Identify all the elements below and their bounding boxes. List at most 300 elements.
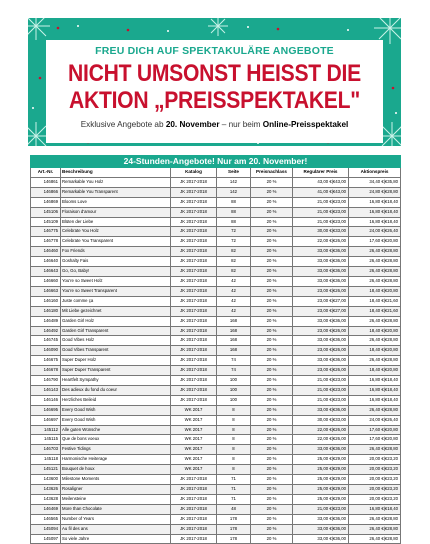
table-row xyxy=(31,306,401,316)
cell-catalog: WK 2017 xyxy=(171,445,217,455)
cell-art-nr: 146146 xyxy=(31,395,61,405)
cell-description: Bouquet de houx xyxy=(61,465,171,475)
table-row xyxy=(31,494,401,504)
header-regulaerer-preis: Regulärer Preis xyxy=(293,168,349,178)
cell-discount: 20 % xyxy=(251,514,293,524)
cell-regular-price: 22,00 €|€26,00 xyxy=(293,425,349,435)
cell-regular-price: 21,00 €|€23,00 xyxy=(293,385,349,395)
cell-art-nr: 145109 xyxy=(31,217,61,227)
cell-discount: 20 % xyxy=(251,415,293,425)
cell-page: 42 xyxy=(217,276,251,286)
cell-page: 100 xyxy=(217,395,251,405)
cell-sale-price: 26,40 €|€28,80 xyxy=(349,534,401,544)
cell-page: 168 xyxy=(217,336,251,346)
cell-discount: 20 % xyxy=(251,534,293,544)
cell-page: 74 xyxy=(217,356,251,366)
cell-discount: 20 % xyxy=(251,425,293,435)
cell-discount: 20 % xyxy=(251,435,293,445)
cell-description: Milestone Moments xyxy=(61,475,171,485)
cell-art-nr: 146697 xyxy=(31,415,61,425)
cell-description: Garden Girl Transparent xyxy=(61,326,171,336)
cell-page: 8 xyxy=(217,425,251,435)
cell-discount: 20 % xyxy=(251,395,293,405)
cell-sale-price: 26,40 €|€28,80 xyxy=(349,524,401,534)
cell-discount: 20 % xyxy=(251,247,293,257)
table-body xyxy=(31,177,401,544)
table-row xyxy=(31,395,401,405)
cell-catalog: JK 2017-2018 xyxy=(171,534,217,544)
cell-description: Blüten der Liebe xyxy=(61,217,171,227)
cell-page: 71 xyxy=(217,475,251,485)
cell-page: 8 xyxy=(217,415,251,425)
cell-description: Des adieux du fond du coeur xyxy=(61,385,171,395)
cell-catalog: WK 2017 xyxy=(171,455,217,465)
header-katalog: Katalog xyxy=(171,168,217,178)
cell-catalog: JK 2017-2018 xyxy=(171,207,217,217)
cell-discount: 20 % xyxy=(251,504,293,514)
cell-art-nr: 146703 xyxy=(31,445,61,455)
cell-discount: 20 % xyxy=(251,267,293,277)
cell-regular-price: 21,00 €|€23,00 xyxy=(293,217,349,227)
cell-discount: 20 % xyxy=(251,276,293,286)
cell-catalog: JK 2017-2018 xyxy=(171,197,217,207)
cell-catalog: JK 2017-2018 xyxy=(171,485,217,495)
cell-catalog: JK 2017-2018 xyxy=(171,187,217,197)
cell-description: Super Duper Transparent xyxy=(61,366,171,376)
cell-catalog: JK 2017-2018 xyxy=(171,247,217,257)
cell-sale-price: 26,40 €|€28,80 xyxy=(349,247,401,257)
cell-regular-price: 33,00 €|€36,00 xyxy=(293,257,349,267)
cell-sale-price: 20,00 €|€23,20 xyxy=(349,485,401,495)
cell-sale-price: 16,80 €|€18,40 xyxy=(349,217,401,227)
cell-catalog: JK 2017-2018 xyxy=(171,286,217,296)
cell-sale-price: 17,60 €|€20,80 xyxy=(349,237,401,247)
table-row xyxy=(31,455,401,465)
cell-art-nr: 146565 xyxy=(31,514,61,524)
cell-art-nr: 145106 xyxy=(31,207,61,217)
cell-sale-price: 18,40 €|€20,80 xyxy=(349,326,401,336)
cell-discount: 20 % xyxy=(251,217,293,227)
cell-description: Garden Girl Holz xyxy=(61,316,171,326)
cell-regular-price: 33,00 €|€36,00 xyxy=(293,247,349,257)
table-row xyxy=(31,504,401,514)
cell-description: Good Vibes Holz xyxy=(61,336,171,346)
cell-regular-price: 33,00 €|€36,00 xyxy=(293,524,349,534)
cell-catalog: JK 2017-2018 xyxy=(171,227,217,237)
cell-discount: 20 % xyxy=(251,336,293,346)
cell-discount: 20 % xyxy=(251,405,293,415)
cell-sale-price: 26,40 €|€28,80 xyxy=(349,514,401,524)
table-row xyxy=(31,217,401,227)
cell-art-nr: 146469 xyxy=(31,504,61,514)
cell-catalog: WK 2017 xyxy=(171,425,217,435)
cell-description: Good Vibes Transparent xyxy=(61,346,171,356)
cell-discount: 20 % xyxy=(251,227,293,237)
cell-catalog: JK 2017-2018 xyxy=(171,494,217,504)
table-row xyxy=(31,197,401,207)
cell-catalog: WK 2017 xyxy=(171,405,217,415)
cell-discount: 20 % xyxy=(251,385,293,395)
cell-catalog: WK 2017 xyxy=(171,435,217,445)
banner-headline-1: NICHT UMSONST HEISST DIE xyxy=(68,60,361,87)
cell-description: Alle guten Wünsche xyxy=(61,425,171,435)
cell-art-nr: 143628 xyxy=(31,494,61,504)
cell-page: 42 xyxy=(217,296,251,306)
cell-page: 88 xyxy=(217,207,251,217)
cell-sale-price: 20,00 €|€23,20 xyxy=(349,475,401,485)
cell-description: Every Good Wish xyxy=(61,405,171,415)
header-beschreibung: Beschreibung xyxy=(61,168,171,178)
sub-shop: Online-Preisspektakel xyxy=(262,120,349,129)
cell-description: Juste comme ça xyxy=(61,296,171,306)
cell-page: 178 xyxy=(217,524,251,534)
table-row xyxy=(31,425,401,435)
cell-discount: 20 % xyxy=(251,316,293,326)
cell-catalog: JK 2017-2018 xyxy=(171,356,217,366)
cell-art-nr: 146745 xyxy=(31,336,61,346)
cell-catalog: JK 2017-2018 xyxy=(171,267,217,277)
table-row xyxy=(31,326,401,336)
cell-catalog: JK 2017-2018 xyxy=(171,336,217,346)
cell-regular-price: 33,00 €|€36,00 xyxy=(293,276,349,286)
cell-regular-price: 43,00 €|€43,00 xyxy=(293,177,349,187)
cell-sale-price: 16,80 €|€18,40 xyxy=(349,376,401,386)
cell-sale-price: 18,40 €|€20,80 xyxy=(349,346,401,356)
cell-page: 82 xyxy=(217,257,251,267)
cell-regular-price: 33,00 €|€36,00 xyxy=(293,405,349,415)
cell-discount: 20 % xyxy=(251,326,293,336)
cell-regular-price: 33,00 €|€36,00 xyxy=(293,514,349,524)
cell-art-nr: 146660 xyxy=(31,276,61,286)
sub-pre: Exklusive Angebote ab xyxy=(80,120,166,129)
cell-art-nr: 146775 xyxy=(31,227,61,237)
cell-description: More than Chocolate xyxy=(61,504,171,514)
cell-art-nr: 146489 xyxy=(31,316,61,326)
cell-catalog: JK 2017-2018 xyxy=(171,475,217,485)
table-row xyxy=(31,237,401,247)
cell-page: 42 xyxy=(217,306,251,316)
cell-art-nr: 146160 xyxy=(31,296,61,306)
table-row xyxy=(31,316,401,326)
cell-page: 168 xyxy=(217,346,251,356)
table-row xyxy=(31,514,401,524)
cell-discount: 20 % xyxy=(251,524,293,534)
table-row xyxy=(31,207,401,217)
cell-description: Fox Friends xyxy=(61,247,171,257)
cell-regular-price: 23,00 €|€26,00 xyxy=(293,286,349,296)
cell-page: 168 xyxy=(217,326,251,336)
cell-art-nr: 146492 xyxy=(31,326,61,336)
cell-page: 142 xyxy=(217,187,251,197)
table-row xyxy=(31,445,401,455)
cell-page: 72 xyxy=(217,237,251,247)
cell-art-nr: 145097 xyxy=(31,534,61,544)
cell-page: 178 xyxy=(217,514,251,524)
cell-regular-price: 23,00 €|€26,00 xyxy=(293,366,349,376)
cell-regular-price: 23,00 €|€27,00 xyxy=(293,296,349,306)
offers-table xyxy=(30,155,401,544)
cell-page: 71 xyxy=(217,494,251,504)
cell-description: Herzliches Beileid xyxy=(61,395,171,405)
cell-catalog: JK 2017-2018 xyxy=(171,276,217,286)
cell-page: 8 xyxy=(217,435,251,445)
header-aktionspreis: Aktionspreis xyxy=(349,168,401,178)
cell-page: 72 xyxy=(217,227,251,237)
cell-description: Rosaligner xyxy=(61,485,171,495)
table-row xyxy=(31,177,401,187)
offers-table-wrap xyxy=(30,155,400,544)
cell-description: Que de bons voeux xyxy=(61,435,171,445)
header-preisnachlass: Preisnachlass xyxy=(251,168,293,178)
cell-discount: 20 % xyxy=(251,485,293,495)
cell-discount: 20 % xyxy=(251,207,293,217)
table-row xyxy=(31,267,401,277)
cell-sale-price: 20,00 €|€23,20 xyxy=(349,455,401,465)
cell-description: Festive Tidings xyxy=(61,445,171,455)
cell-sale-price: 24,00 €|€26,40 xyxy=(349,227,401,237)
cell-sale-price: 34,40 €|€35,80 xyxy=(349,177,401,187)
cell-catalog: JK 2017-2018 xyxy=(171,346,217,356)
table-row xyxy=(31,435,401,445)
cell-description: Meilensteine xyxy=(61,494,171,504)
table-row xyxy=(31,276,401,286)
cell-sale-price: 16,80 €|€18,40 xyxy=(349,207,401,217)
cell-description: Harmonische Heiterage xyxy=(61,455,171,465)
cell-regular-price: 21,00 €|€23,00 xyxy=(293,376,349,386)
cell-art-nr: 146866 xyxy=(31,187,61,197)
cell-description: Remarkable You Holz xyxy=(61,177,171,187)
cell-catalog: JK 2017-2018 xyxy=(171,316,217,326)
cell-description: Au fil des ans xyxy=(61,524,171,534)
cell-art-nr: 145112 xyxy=(31,425,61,435)
cell-page: 8 xyxy=(217,455,251,465)
cell-art-nr: 146143 xyxy=(31,385,61,395)
cell-regular-price: 41,00 €|€43,00 xyxy=(293,187,349,197)
cell-catalog: JK 2017-2018 xyxy=(171,385,217,395)
banner-headline-2: AKTION „PREISSPEKTAKEL" xyxy=(68,87,361,114)
cell-description: You're so Sweet Transparent xyxy=(61,286,171,296)
cell-catalog: JK 2017-2018 xyxy=(171,296,217,306)
cell-page: 74 xyxy=(217,366,251,376)
table-row xyxy=(31,465,401,475)
cell-sale-price: 18,40 €|€20,80 xyxy=(349,366,401,376)
cell-regular-price: 33,00 €|€36,00 xyxy=(293,356,349,366)
cell-art-nr: 146869 xyxy=(31,197,61,207)
cell-sale-price: 20,00 €|€23,20 xyxy=(349,494,401,504)
table-title: 24-Stunden-Angebote! Nur am 20. November! xyxy=(31,156,401,168)
cell-regular-price: 21,00 €|€23,00 xyxy=(293,197,349,207)
cell-regular-price: 25,00 €|€29,00 xyxy=(293,485,349,495)
cell-page: 88 xyxy=(217,197,251,207)
cell-description: Heartfelt Sympathy xyxy=(61,376,171,386)
table-row xyxy=(31,257,401,267)
cell-sale-price: 16,80 €|€18,40 xyxy=(349,385,401,395)
cell-description: So viele Jahre xyxy=(61,534,171,544)
cell-art-nr: 143626 xyxy=(31,485,61,495)
cell-sale-price: 17,60 €|€20,80 xyxy=(349,435,401,445)
cell-art-nr: 143600 xyxy=(31,475,61,485)
table-row xyxy=(31,405,401,415)
cell-description: You're so Sweet Holz xyxy=(61,276,171,286)
cell-discount: 20 % xyxy=(251,455,293,465)
table-row xyxy=(31,475,401,485)
cell-sale-price: 26,40 €|€28,80 xyxy=(349,267,401,277)
cell-page: 178 xyxy=(217,534,251,544)
cell-discount: 20 % xyxy=(251,445,293,455)
cell-regular-price: 22,00 €|€26,00 xyxy=(293,435,349,445)
table-row xyxy=(31,366,401,376)
cell-regular-price: 33,00 €|€36,00 xyxy=(293,316,349,326)
cell-catalog: WK 2017 xyxy=(171,465,217,475)
sub-mid: – nur beim xyxy=(219,120,263,129)
cell-page: 100 xyxy=(217,376,251,386)
cell-page: 100 xyxy=(217,385,251,395)
cell-regular-price: 23,00 €|€27,00 xyxy=(293,306,349,316)
cell-description: Floraison d'amour xyxy=(61,207,171,217)
table-row xyxy=(31,415,401,425)
cell-regular-price: 30,00 €|€33,00 xyxy=(293,415,349,425)
cell-page: 142 xyxy=(217,177,251,187)
cell-discount: 20 % xyxy=(251,494,293,504)
cell-catalog: WK 2017 xyxy=(171,415,217,425)
cell-art-nr: 145094 xyxy=(31,524,61,534)
cell-page: 168 xyxy=(217,316,251,326)
sub-date: 20. November xyxy=(165,120,220,129)
cell-catalog: JK 2017-2018 xyxy=(171,326,217,336)
cell-sale-price: 26,40 €|€28,80 xyxy=(349,316,401,326)
cell-discount: 20 % xyxy=(251,306,293,316)
cell-discount: 20 % xyxy=(251,197,293,207)
cell-page: 71 xyxy=(217,485,251,495)
cell-sale-price: 24,80 €|€28,80 xyxy=(349,187,401,197)
cell-sale-price: 17,60 €|€20,80 xyxy=(349,425,401,435)
cell-regular-price: 25,00 €|€29,00 xyxy=(293,494,349,504)
cell-discount: 20 % xyxy=(251,465,293,475)
cell-art-nr: 146640 xyxy=(31,257,61,267)
cell-regular-price: 25,00 €|€29,00 xyxy=(293,465,349,475)
cell-catalog: JK 2017-2018 xyxy=(171,504,217,514)
cell-regular-price: 23,00 €|€26,00 xyxy=(293,326,349,336)
cell-art-nr: 146861 xyxy=(31,177,61,187)
cell-page: 8 xyxy=(217,465,251,475)
cell-catalog: JK 2017-2018 xyxy=(171,306,217,316)
table-row xyxy=(31,296,401,306)
cell-discount: 20 % xyxy=(251,376,293,386)
table-row xyxy=(31,524,401,534)
cell-description: Celebrate You Holz xyxy=(61,227,171,237)
cell-discount: 20 % xyxy=(251,286,293,296)
cell-description: Go, Go, Baby! xyxy=(61,267,171,277)
cell-regular-price: 22,00 €|€26,00 xyxy=(293,237,349,247)
cell-catalog: JK 2017-2018 xyxy=(171,257,217,267)
table-row xyxy=(31,286,401,296)
cell-description: Blooms Love xyxy=(61,197,171,207)
cell-page: 82 xyxy=(217,247,251,257)
cell-regular-price: 21,00 €|€23,00 xyxy=(293,207,349,217)
cell-art-nr: 146678 xyxy=(31,366,61,376)
cell-sale-price: 26,40 €|€28,80 xyxy=(349,445,401,455)
cell-catalog: JK 2017-2018 xyxy=(171,395,217,405)
cell-page: 48 xyxy=(217,504,251,514)
cell-page: 42 xyxy=(217,286,251,296)
cell-catalog: JK 2017-2018 xyxy=(171,217,217,227)
cell-sale-price: 24,00 €|€26,40 xyxy=(349,415,401,425)
cell-page: 8 xyxy=(217,445,251,455)
cell-sale-price: 18,40 €|€20,80 xyxy=(349,286,401,296)
cell-art-nr: 145118 xyxy=(31,455,61,465)
cell-regular-price: 25,00 €|€29,00 xyxy=(293,475,349,485)
cell-regular-price: 25,00 €|€29,00 xyxy=(293,455,349,465)
cell-description: Goshalty Fais xyxy=(61,257,171,267)
table-row xyxy=(31,485,401,495)
cell-regular-price: 30,00 €|€33,00 xyxy=(293,227,349,237)
cell-page: 88 xyxy=(217,217,251,227)
cell-regular-price: 21,00 €|€23,00 xyxy=(293,504,349,514)
table-row xyxy=(31,385,401,395)
cell-discount: 20 % xyxy=(251,346,293,356)
header-art-nr: Art.-Nr. xyxy=(31,168,61,178)
cell-sale-price: 18,40 €|€21,60 xyxy=(349,306,401,316)
cell-catalog: JK 2017-2018 xyxy=(171,177,217,187)
cell-regular-price: 33,00 €|€36,00 xyxy=(293,534,349,544)
cell-art-nr: 146663 xyxy=(31,286,61,296)
table-row xyxy=(31,346,401,356)
cell-discount: 20 % xyxy=(251,356,293,366)
cell-art-nr: 145121 xyxy=(31,465,61,475)
cell-discount: 20 % xyxy=(251,366,293,376)
table-row xyxy=(31,356,401,366)
cell-discount: 20 % xyxy=(251,237,293,247)
cell-art-nr: 145115 xyxy=(31,435,61,445)
cell-regular-price: 33,00 €|€36,00 xyxy=(293,336,349,346)
cell-description: Mit Liebe gezeichnet xyxy=(61,306,171,316)
cell-regular-price: 23,00 €|€26,00 xyxy=(293,346,349,356)
cell-sale-price: 26,40 €|€28,80 xyxy=(349,257,401,267)
cell-regular-price: 33,00 €|€36,00 xyxy=(293,445,349,455)
cell-page: 82 xyxy=(217,267,251,277)
cell-description: Remarkable You Transparent xyxy=(61,187,171,197)
cell-catalog: JK 2017-2018 xyxy=(171,376,217,386)
cell-sale-price: 26,40 €|€28,80 xyxy=(349,276,401,286)
banner-panel xyxy=(46,40,383,143)
cell-catalog: JK 2017-2018 xyxy=(171,366,217,376)
cell-page: 8 xyxy=(217,405,251,415)
cell-catalog: JK 2017-2018 xyxy=(171,237,217,247)
table-row xyxy=(31,376,401,386)
table-row xyxy=(31,187,401,197)
cell-sale-price: 16,80 €|€18,40 xyxy=(349,197,401,207)
header-seite: Seite xyxy=(217,168,251,178)
cell-sale-price: 18,40 €|€21,60 xyxy=(349,296,401,306)
cell-art-nr: 146675 xyxy=(31,356,61,366)
cell-art-nr: 146643 xyxy=(31,267,61,277)
cell-sale-price: 26,40 €|€28,80 xyxy=(349,405,401,415)
cell-regular-price: 21,00 €|€23,00 xyxy=(293,395,349,405)
cell-regular-price: 33,00 €|€36,00 xyxy=(293,267,349,277)
table-row xyxy=(31,227,401,237)
cell-discount: 20 % xyxy=(251,257,293,267)
cell-discount: 20 % xyxy=(251,187,293,197)
banner-top-line: FREU DICH AUF SPEKTAKULÄRE ANGEBOTE xyxy=(95,45,334,57)
cell-discount: 20 % xyxy=(251,296,293,306)
cell-description: Super Duper Holz xyxy=(61,356,171,366)
cell-description: Number of Years xyxy=(61,514,171,524)
cell-discount: 20 % xyxy=(251,177,293,187)
cell-sale-price: 16,80 €|€18,40 xyxy=(349,395,401,405)
cell-art-nr: 146180 xyxy=(31,306,61,316)
table-row xyxy=(31,247,401,257)
cell-art-nr: 146790 xyxy=(31,376,61,386)
